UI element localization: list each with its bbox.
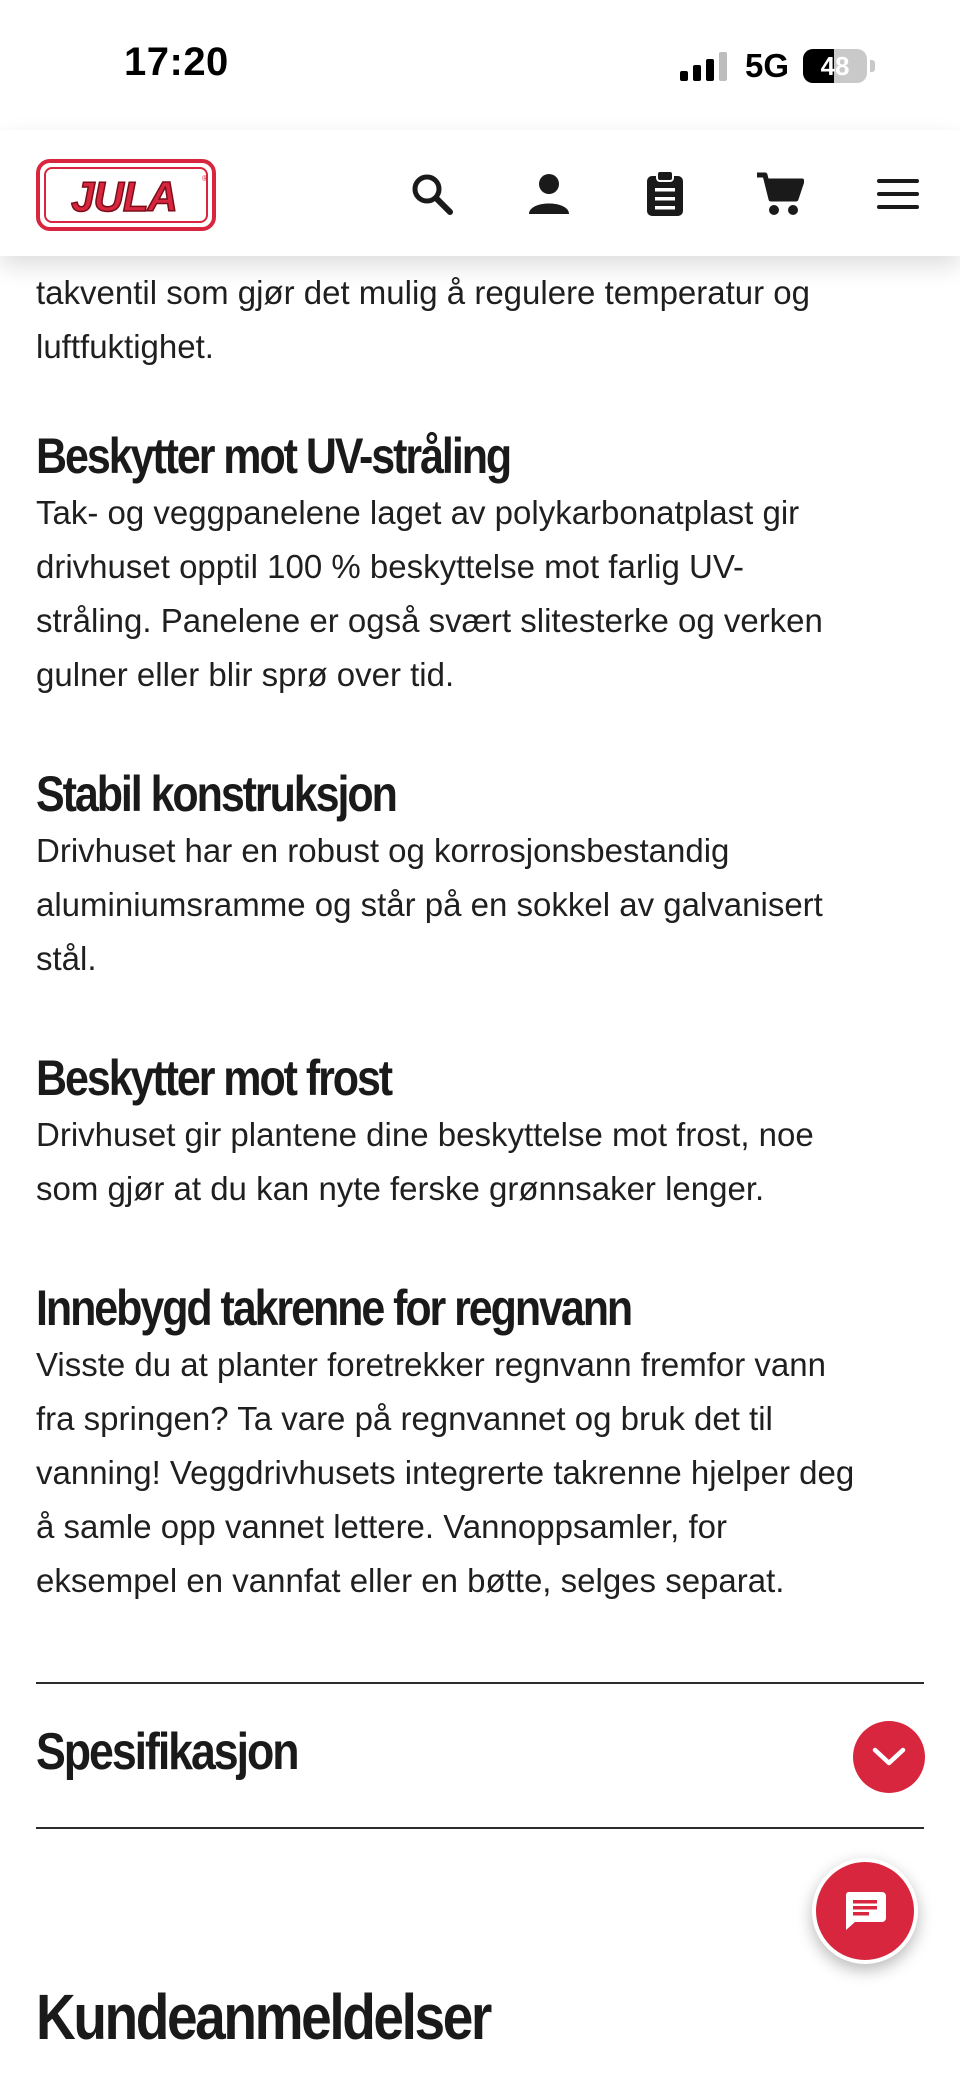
clipboard-icon[interactable] [641,170,689,218]
status-indicators [680,44,875,88]
status-bar [0,0,960,130]
divider [36,1827,924,1829]
intro-line: luftfuktighet. [36,328,214,365]
section-heading: Beskytter mot UV-stråling [36,428,511,484]
section-heading: Innebygd takrenne for regnvann [36,1280,632,1336]
battery-percent: 48 [820,50,850,81]
section-line: drivhuset opptil 100 % beskyttelse mot farlig UV- [36,548,745,585]
section-line: Drivhuset har en robust og korrosjonsbestandig [36,832,730,869]
chat-button[interactable] [812,1858,918,1964]
battery-nub [870,60,875,72]
jula-logo[interactable] [36,159,216,236]
intro-line: takventil som gjør det mulig å regulere temperatur og [36,274,811,311]
chat-icon [843,1890,887,1932]
section-gutter [36,1278,924,1608]
section-heading: Stabil konstruksjon [36,766,396,822]
section-line: stråling. Panelene er også svært slitesterke og verken [36,602,823,639]
status-time: 17:20 [124,40,229,84]
account-icon[interactable] [525,170,573,218]
intro-paragraph [36,266,924,374]
cart-icon[interactable] [756,170,804,218]
search-icon[interactable] [408,170,456,218]
section-line: stål. [36,940,97,977]
section-line: vanning! Veggdrivhusets integrerte takrenne hjelper deg [36,1454,855,1491]
menu-icon[interactable] [874,170,922,218]
reviews-title: Kundeanmeldelser [36,1981,490,2053]
section-uv-protection [36,426,924,702]
cellular-signal-icon [680,51,727,81]
section-line: som gjør at du kan nyte ferske grønnsaker lenger. [36,1170,765,1207]
section-line: å samle opp vannet lettere. Vannoppsamler, for [36,1508,727,1545]
section-heading: Beskytter mot frost [36,1050,392,1106]
section-line: fra springen? Ta vare på regnvannet og bruk det til [36,1400,773,1437]
section-line: eksempel en vannfat eller en bøtte, selges separat. [36,1562,785,1599]
section-line: gulner eller blir sprø over tid. [36,656,455,693]
section-line: Visste du at planter foretrekker regnvann fremfor vann [36,1346,826,1383]
section-frost-protection [36,1048,924,1216]
battery-icon [803,49,867,83]
logo-text: JULA [71,173,177,220]
site-header [0,130,960,256]
chevron-down-icon[interactable] [853,1721,925,1793]
section-line: aluminiumsramme og står på en sokkel av galvanisert [36,886,823,923]
network-type: 5G [745,47,790,84]
svg-text:®: ® [202,174,208,183]
logo-graphic [36,159,216,231]
divider [36,1682,924,1684]
section-line: Drivhuset gir plantene dine beskyttelse mot frost, noe [36,1116,814,1153]
specification-title[interactable]: Spesifikasjon [36,1723,298,1781]
section-line: Tak- og veggpanelene laget av polykarbonatplast gir [36,494,800,531]
section-stable-construction [36,764,924,986]
